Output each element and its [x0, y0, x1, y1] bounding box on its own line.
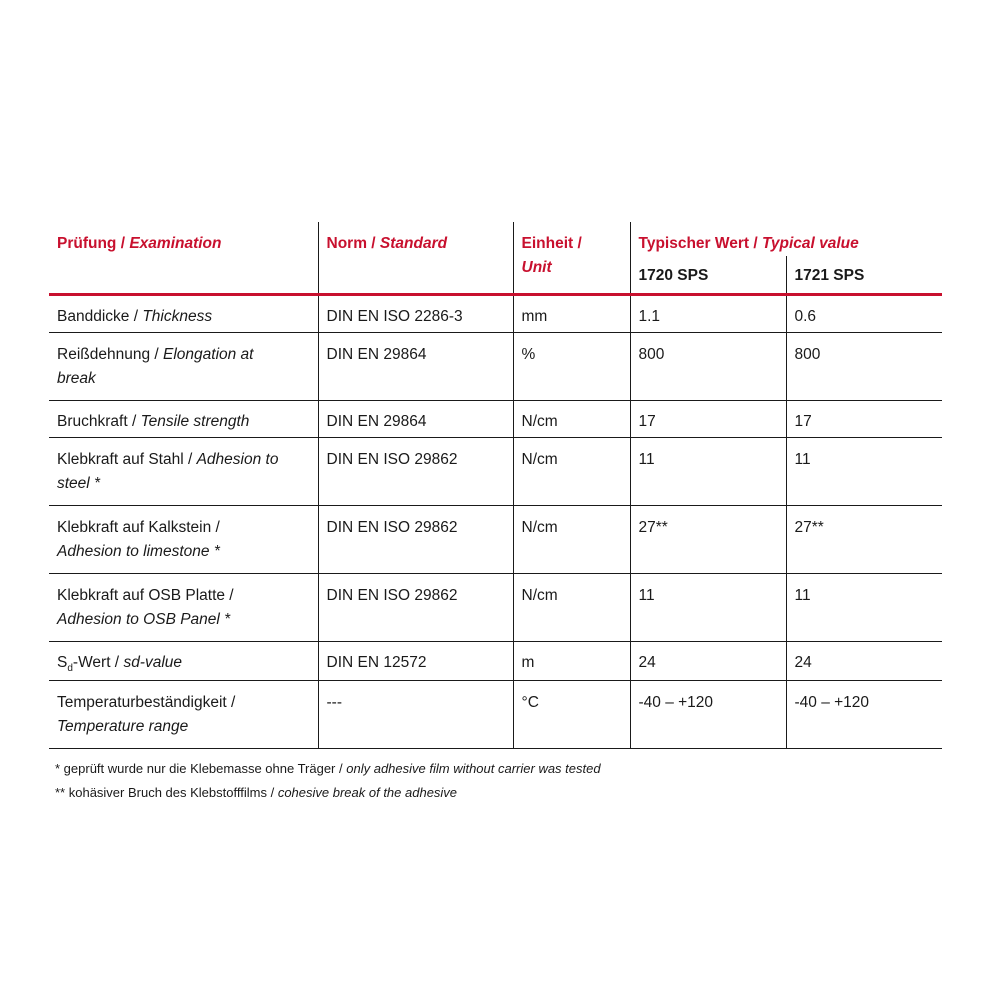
standard-cell: DIN EN ISO 2286-3 — [318, 295, 513, 333]
value-1720-cell: 24 — [630, 642, 786, 681]
standard-cell: DIN EN ISO 29862 — [318, 506, 513, 574]
standard-cell: DIN EN 29864 — [318, 333, 513, 401]
property-cell: Reißdehnung / Elongation at break — [49, 333, 318, 401]
standard-cell: DIN EN 29864 — [318, 401, 513, 438]
table-row — [49, 401, 942, 438]
value-1720-cell: 11 — [630, 438, 786, 506]
value-1721-cell: 11 — [786, 438, 942, 506]
table-row — [49, 642, 942, 681]
unit-cell: °C — [513, 681, 630, 749]
standard-cell: --- — [318, 681, 513, 749]
value-1720-cell: 1.1 — [630, 295, 786, 333]
property-cell: Klebkraft auf Stahl / Adhesion to steel * — [49, 438, 318, 506]
header-product-1721: 1721 SPS — [786, 256, 942, 295]
property-cell: Banddicke / Thickness — [49, 295, 318, 333]
table-row — [49, 574, 942, 642]
unit-cell: N/cm — [513, 401, 630, 438]
table-row — [49, 438, 942, 506]
properties-table — [49, 222, 942, 749]
footnotes — [49, 757, 942, 805]
property-cell: Klebkraft auf OSB Platte / Adhesion to OSB Panel * — [49, 574, 318, 642]
header-unit: Einheit / Unit — [513, 222, 630, 295]
header-product-1720: 1720 SPS — [630, 256, 786, 295]
value-1720-cell: 11 — [630, 574, 786, 642]
table-row — [49, 506, 942, 574]
header-examination: Prüfung / Examination — [57, 235, 222, 252]
footnote-double-asterisk: ** kohäsiver Bruch des Klebstofffilms / cohesive break of the adhesive — [55, 785, 458, 800]
value-1721-cell: 800 — [786, 333, 942, 401]
footnote-single-asterisk: * geprüft wurde nur die Klebemasse ohne Träger / only adhesive film without carrier was tested — [55, 761, 601, 776]
table-row — [49, 681, 942, 749]
value-1721-cell: 27** — [786, 506, 942, 574]
value-1720-cell: -40 – +120 — [630, 681, 786, 749]
value-1721-cell: -40 – +120 — [786, 681, 942, 749]
technical-data-sheet — [49, 222, 942, 805]
value-1721-cell: 0.6 — [786, 295, 942, 333]
property-cell: Klebkraft auf Kalkstein / Adhesion to limestone * — [49, 506, 318, 574]
table-header-row — [49, 222, 942, 256]
header-typical-value: Typischer Wert / Typical value — [630, 222, 942, 256]
value-1720-cell: 800 — [630, 333, 786, 401]
value-1720-cell: 17 — [630, 401, 786, 438]
unit-cell: m — [513, 642, 630, 681]
value-1721-cell: 17 — [786, 401, 942, 438]
value-1721-cell: 24 — [786, 642, 942, 681]
value-1720-cell: 27** — [630, 506, 786, 574]
header-standard: Norm / Standard — [318, 222, 513, 295]
property-cell: $S_d$-Wert / sd-value — [49, 642, 318, 681]
table-row — [49, 295, 942, 333]
unit-cell: N/cm — [513, 506, 630, 574]
unit-cell: % — [513, 333, 630, 401]
unit-cell: mm — [513, 295, 630, 333]
unit-cell: N/cm — [513, 438, 630, 506]
standard-cell: DIN EN 12572 — [318, 642, 513, 681]
standard-cell: DIN EN ISO 29862 — [318, 438, 513, 506]
table-row — [49, 333, 942, 401]
unit-cell: N/cm — [513, 574, 630, 642]
value-1721-cell: 11 — [786, 574, 942, 642]
standard-cell: DIN EN ISO 29862 — [318, 574, 513, 642]
property-cell: Temperaturbeständigkeit / Temperature range — [49, 681, 318, 749]
property-cell: Bruchkraft / Tensile strength — [49, 401, 318, 438]
